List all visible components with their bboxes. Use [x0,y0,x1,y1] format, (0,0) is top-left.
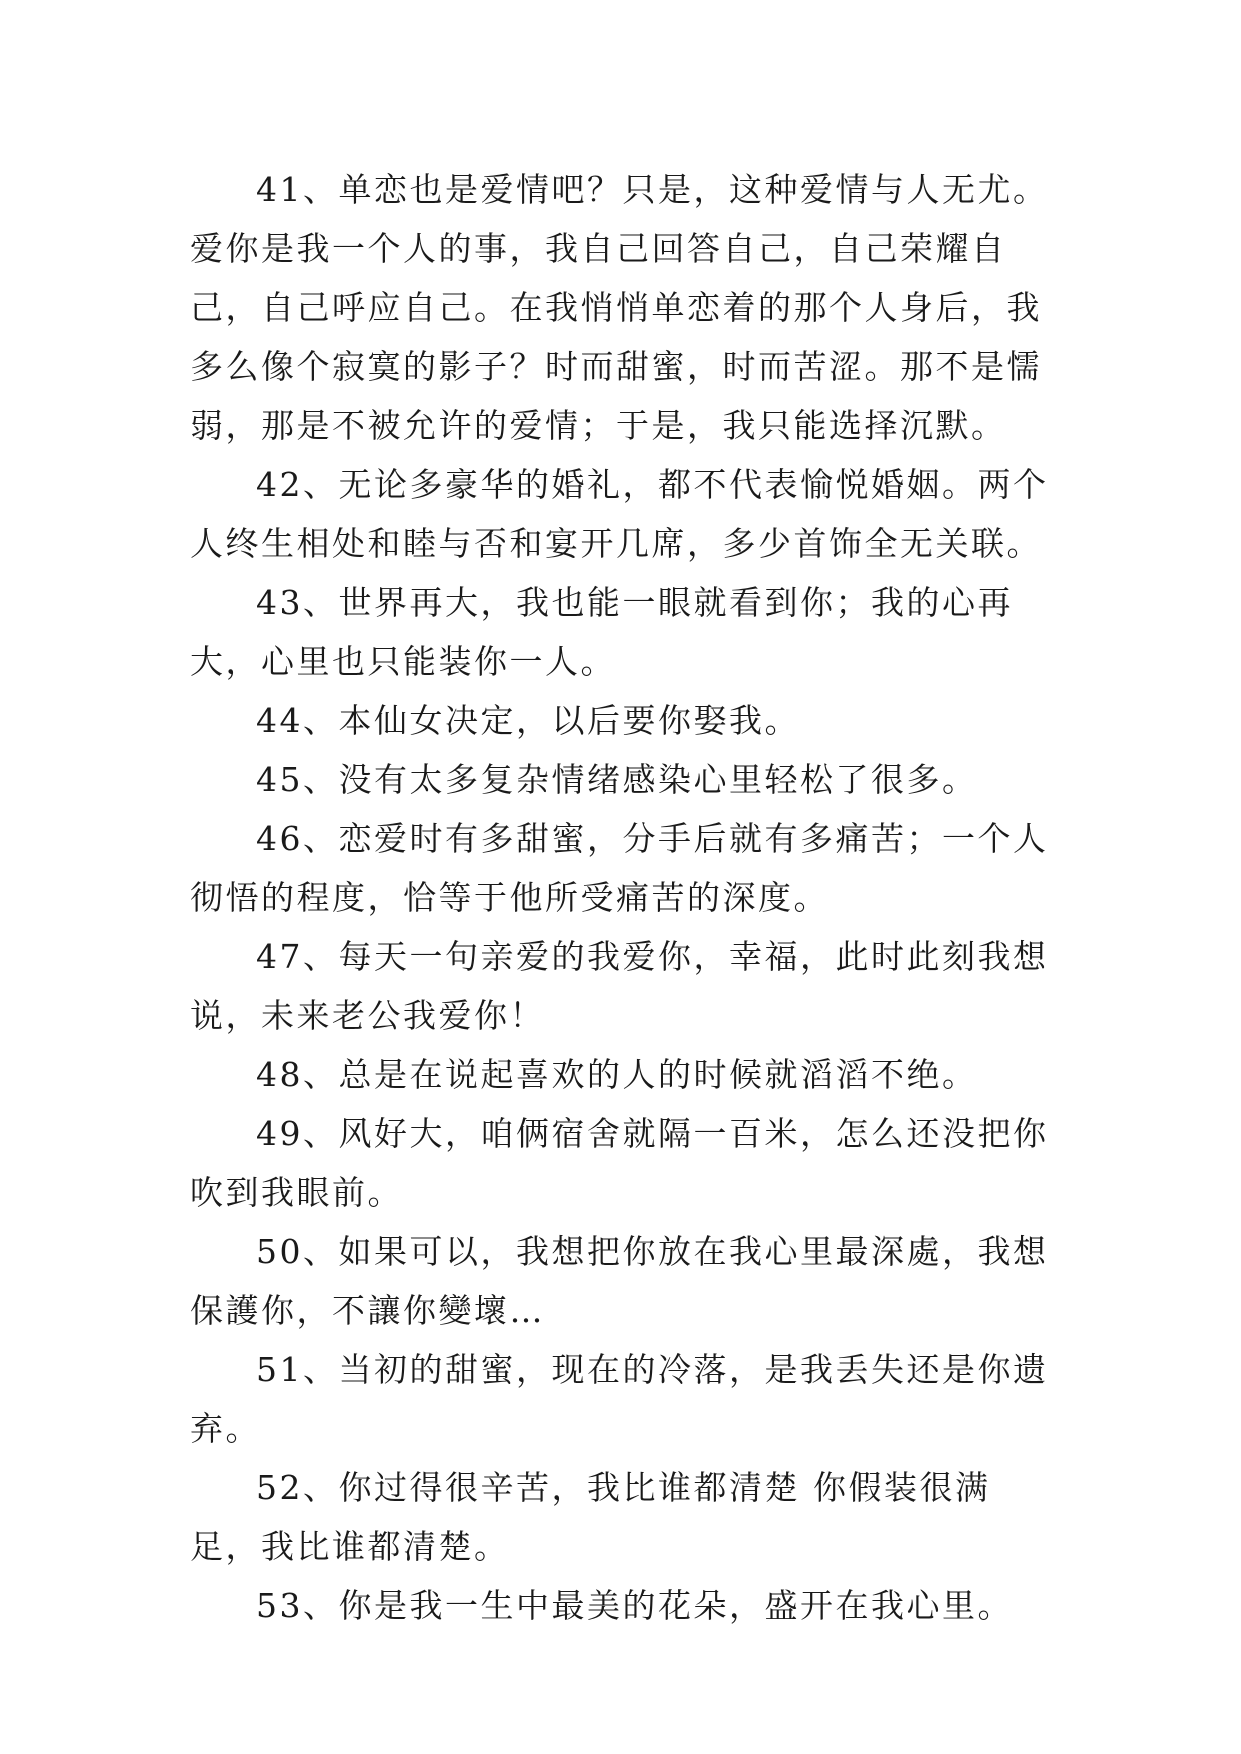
paragraph-52: 52、你过得很辛苦，我比谁都清楚 你假装很满足，我比谁都清楚。 [190,1468,991,1566]
paragraph-43: 43、世界再大，我也能一眼就看到你；我的心再大，心里也只能装你一人。 [190,583,1013,681]
paragraph-49: 49、风好大，咱俩宿舍就隔一百米，怎么还没把你吹到我眼前。 [190,1114,1049,1212]
paragraph-46: 46、恋爱时有多甜蜜，分手后就有多痛苦；一个人彻悟的程度，恰等于他所受痛苦的深度。 [190,819,1049,917]
paragraph-48: 48、总是在说起喜欢的人的时候就滔滔不绝。 [256,1055,978,1094]
paragraph-45: 45、没有太多复杂情绪感染心里轻松了很多。 [256,760,978,799]
paragraph-42: 42、无论多豪华的婚礼，都不代表愉悦婚姻。两个人终生相处和睦与否和宴开几席，多少首饰全无关联。 [190,465,1049,563]
paragraph-50: 50、如果可以，我想把你放在我心里最深處，我想保護你，不讓你變壞… [190,1232,1049,1330]
paragraph-44: 44、本仙女决定，以后要你娶我。 [256,701,800,740]
paragraph-41: 41、单恋也是爱情吧？只是，这种爱情与人无尤。爱你是我一个人的事，我自己回答自己，自己荣耀自己，自己呼应自己。在我悄悄单恋着的那个人身后，我多么像个寂寞的影子？时而甜蜜，时而苦涩。那不是懦弱，那是不被允许的爱情；于是，我只能选择沉默。 [190,170,1049,445]
paragraph-53: 53、你是我一生中最美的花朵，盛开在我心里。 [256,1586,1013,1625]
paragraph-51: 51、当初的甜蜜，现在的冷落，是我丢失还是你遗弃。 [190,1350,1049,1448]
paragraph-47: 47、每天一句亲爱的我爱你，幸福，此时此刻我想说，未来老公我爱你！ [190,937,1049,1035]
document-body [190,160,1060,1635]
